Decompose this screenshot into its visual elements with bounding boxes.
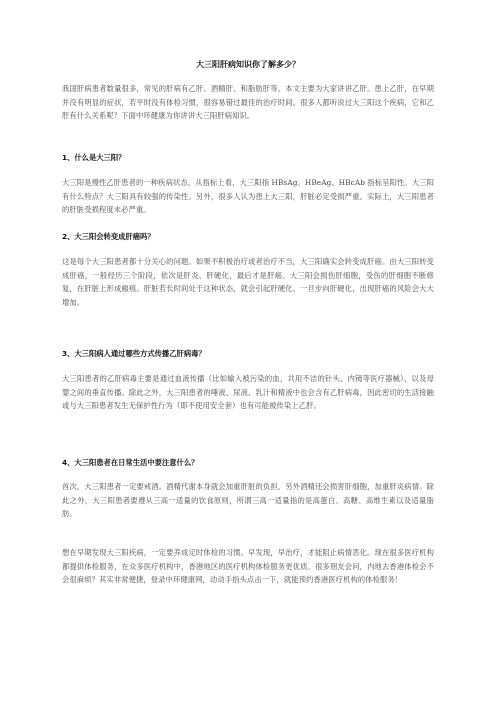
- section-heading-3: 3、大三阳病人通过哪些方式传播乙肝病毒？: [62, 349, 206, 358]
- section-body-3: 大三阳患者的乙肝病毒主要是通过血液传播（比如输入被污染的血，共用不洁的针头、内镜等医疗器械），以及母婴之间的垂直传播。除此之外，大三阳患者的唾液、尿液、乳汁和精液中也会含有乙肝病毒，因此密切的生活接触或与大三阳患者发生无保护性行为（即不使用安全套）也有可能被传染上乙肝。: [62, 374, 434, 410]
- section-body-4: 首次，大三阳患者一定要戒酒。酒精代谢本身就会加重肝脏的负担，另外酒精还会损害肝细胞，加重肝炎病情。除此之外，大三阳患者要遵从三高一适量的饮食原则，所谓三高一适量指的是高蛋白、高糖、高维生素以及适量脂肪。: [62, 482, 434, 518]
- section-heading-4: 4、大三阳患者在日常生活中要注意什么？: [62, 458, 199, 467]
- intro-paragraph: 我国肝病患者数量很多，常见的肝病有乙肝、酒精肝、和脂肪肝等。本文主要为大家讲讲乙肝。患上乙肝，在早期并没有明显的症状，若平时没有体检习惯，很容易错过最佳的治疗时间。很多人都听说过大三阳这个疾病，它和乙肝有什么关系呢？下面中环健康为你讲讲大三阳肝病知识。: [62, 84, 434, 120]
- section-body-1: 大三阳是慢性乙肝患者的一种疾病状态，从指标上看，大三阳指 HBsAg、HBeAg、HBcAb 指标呈阳性。大三阳有什么特点？大三阳具有较强的传染性。另外，很多人认为患上大三阳，肝脏必定受损严重。实际上，大三阳患者的肝脏受损程度未必严重。: [62, 178, 434, 214]
- closing-paragraph: 想在早期发现大三阳疾病，一定要养成定时体检的习惯。早发现，早治疗，才能阻止病情恶化。现在很多医疗机构都提供体检服务，在众多医疗机构中，香港地区的医疗机构体检服务更优质。很多朋友会问，内地去香港体检会不会很麻烦？其实非常便捷，登录中环健康网，动动手指头点击一下，就能预约香港医疗机构的体检服务！: [62, 548, 434, 584]
- section-heading-1: 1、什么是大三阳？: [62, 153, 126, 162]
- section-heading-2: 2、大三阳会转变成肝癌吗？: [62, 232, 155, 241]
- document-title: 大三阳肝病知识你了解多少？: [196, 60, 300, 69]
- section-body-2: 这是每个大三阳患者都十分关心的问题。如果不积极治疗或者治疗不当，大三阳确实会转变成肝癌。由大三阳转变成肝癌，一般经历三个阶段，依次是肝炎、肝硬化，最后才是肝癌。大三阳会损伤肝细胞，受伤的肝细胞不断修复，在肝脏上形成瘢痕。肝脏若长时间处于这种状态，就会引起肝硬化。一旦步向肝硬化，出现肝癌的风险会大大增加。: [62, 257, 434, 307]
